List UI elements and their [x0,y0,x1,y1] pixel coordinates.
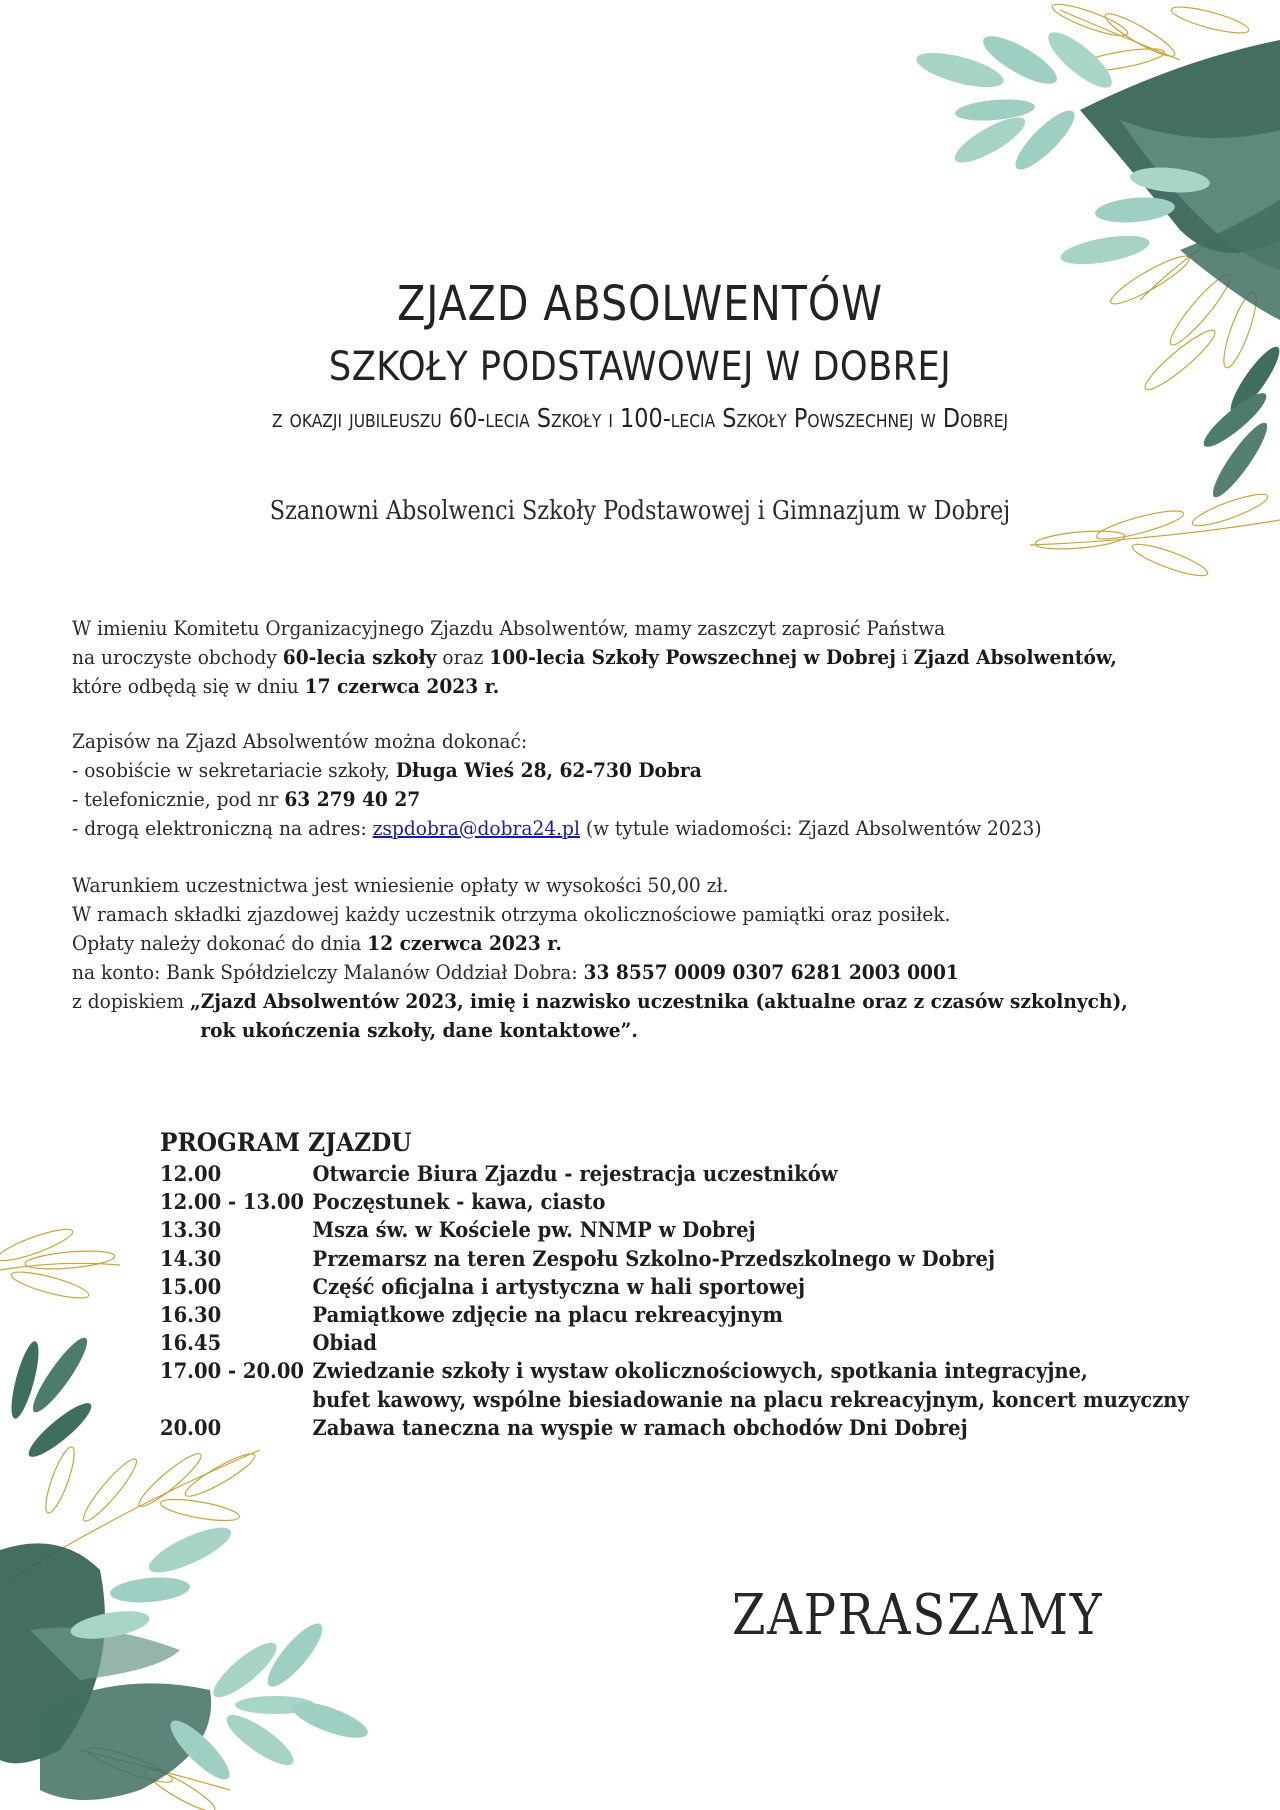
program-time: 16.30 [160,1302,222,1328]
program-heading: PROGRAM ZJAZDU [160,1128,412,1157]
program-row [160,1414,1183,1442]
occasion-line: z okazji jubileuszu 60-lecia Szkoły i 100-lecia Szkoły Powszechnej w Dobrej [271,404,1009,434]
text: z dopiskiem [72,989,190,1013]
payment-reference: „Zjazd Absolwentów 2023, imię i nazwisko uczestnika (aktualne oraz z czasów szkolnych), [189,989,1128,1013]
payment-deadline: 12 czerwca 2023 r. [367,931,562,955]
program-time: 20.00 [160,1414,222,1440]
text: - drogą elektroniczną na adres: [72,816,373,840]
text: na konto: Bank Spółdzielczy Malanów Oddział Dobra: [72,960,584,984]
program-desc: Część oficjalna i artystyczna w hali sportowej [312,1273,806,1299]
bold-text: 100-lecia Szkoły Powszechnej w Dobrej [489,645,896,669]
text: - osobiście w sekretariacie szkoły, [72,758,396,782]
text: - telefonicznie, pod nr [72,787,285,811]
program-time: 14.30 [160,1245,222,1271]
registration-paragraph [72,727,1169,843]
page-title: ZJAZD ABSOLWENTÓW [397,276,883,332]
invitation-line-1: W imieniu Komitetu Organizacyjnego Zjazdu Absolwentów, mamy zaszczyt zaprosić Państwa [72,616,946,640]
event-date: 17 czerwca 2023 r. [304,674,500,698]
payment-line-5 [72,987,1169,1016]
program-time [160,1386,313,1414]
program-schedule [160,1128,1189,1442]
program-desc: Przemarsz na teren Zespołu Szkolno-Przedszkolnego w Dobrej [312,1245,996,1271]
registration-intro: Zapisów na Zjazd Absolwentów można dokonać: [72,729,528,753]
program-row [160,1160,1183,1188]
program-time: 17.00 - 20.00 [160,1358,305,1384]
bold-text: Zjazd Absolwentów [913,645,1111,669]
program-desc: Zabawa taneczna na wyspie w ramach obchodów Dni Dobrej [312,1414,968,1440]
payment-line-1: Warunkiem uczestnictwa jest wniesienie opłaty w wysokości 50,00 zł. [72,873,729,897]
text: na uroczyste obchody [72,645,283,669]
program-row [160,1188,1183,1216]
payment-paragraph [72,871,1169,1045]
text: (w tytule wiadomości: Zjazd Absolwentów 2023) [579,816,1042,840]
text: i [895,645,914,669]
invitation-paragraph [72,614,1169,701]
text: oraz [436,645,490,669]
program-row [160,1386,1189,1414]
program-desc: bufet kawowy, wspólne biesiadowanie na placu rekreacyjnym, koncert muzyczny [312,1386,1189,1412]
bold-text: 60-lecia szkoły [282,645,437,669]
email-link[interactable]: zspdobra@dobra24.pl [372,816,580,840]
program-time: 13.30 [160,1217,222,1243]
payment-line-4 [72,958,1169,987]
program-row [160,1245,1183,1273]
program-desc: Msza św. w Kościele pw. NNMP w Dobrej [312,1217,756,1243]
program-time: 15.00 [160,1273,222,1299]
program-row [160,1357,1183,1385]
school-address: Długa Wieś 28, 62-730 Dobra [395,758,702,782]
text: Opłaty należy dokonać do dnia [72,931,368,955]
bold-text: , [1110,645,1117,669]
program-row [160,1273,1183,1301]
program-desc: Otwarcie Biura Zjazdu - rejestracja uczestników [312,1161,838,1186]
program-time: 16.45 [160,1330,222,1356]
text: które odbędą się w dniu [72,674,305,698]
page-subtitle: SZKOŁY PODSTAWOWEJ W DOBREJ [328,344,952,390]
registration-email [72,814,1169,843]
bank-account-number: 33 8557 0009 0307 6281 2003 0001 [583,960,959,984]
program-row [160,1216,1183,1244]
program-row [160,1301,1183,1329]
registration-in-person [72,756,1169,785]
invitation-line-2 [72,643,1169,672]
invitation-line-3 [72,672,1169,701]
program-time: 12.00 - 13.00 [160,1189,305,1215]
program-desc: Pamiątkowe zdjęcie na placu rekreacyjnym [312,1302,783,1328]
phone-number: 63 279 40 27 [284,787,421,811]
program-desc: Obiad [312,1330,377,1356]
registration-phone [72,785,1169,814]
closing-invitation: ZAPRASZAMY [732,1583,1104,1648]
greeting: Szanowni Absolwenci Szkoły Podstawowej i Gimnazjum w Dobrej [269,496,1011,526]
program-time: 12.00 [160,1161,222,1186]
program-desc: Zwiedzanie szkoły i wystaw okolicznościowych, spotkania integracyjne, [312,1358,1088,1384]
payment-reference-cont: rok ukończenia szkoły, dane kontaktowe”. [200,1018,638,1042]
payment-line-2: W ramach składki zjazdowej każdy uczestnik otrzyma okolicznościowe pamiątki oraz posiłek. [72,902,951,926]
program-row [160,1329,1183,1357]
payment-line-6 [72,1016,1169,1045]
payment-line-3 [72,929,1169,958]
program-desc: Poczęstunek - kawa, ciasto [312,1189,606,1215]
